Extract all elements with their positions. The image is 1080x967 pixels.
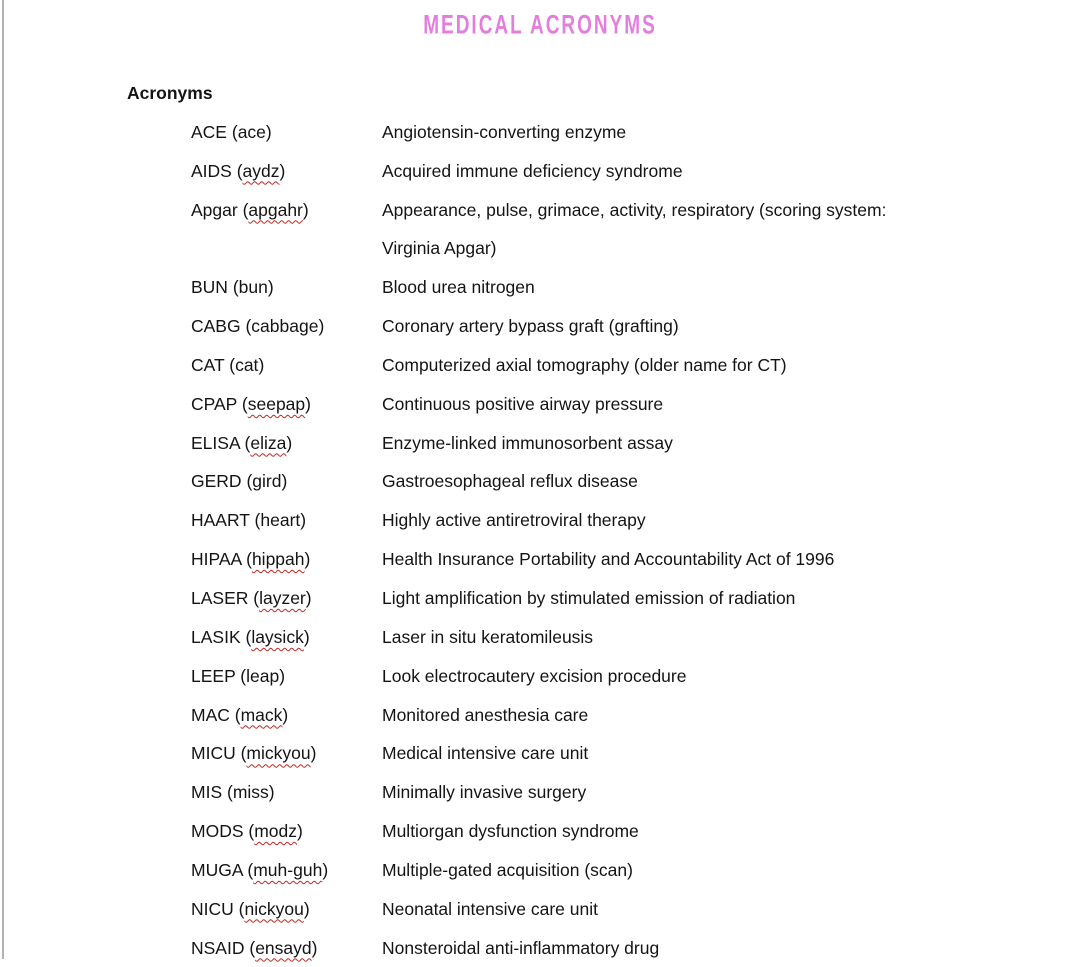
acronym-entry (191, 113, 1057, 152)
pronunciation-label: cabbage (251, 316, 319, 337)
close-paren: ) (303, 626, 310, 647)
acronym-entry (191, 890, 1057, 929)
acronym-cell (191, 113, 382, 152)
close-paren: ) (279, 160, 286, 181)
acronym-cell (191, 424, 382, 463)
close-paren: ) (318, 316, 325, 337)
pronunciation-label: layzer (259, 587, 306, 608)
document-body (127, 74, 1057, 967)
definition-label: Coronary artery bypass graft (grafting) (382, 316, 679, 337)
pronunciation-label: cat (235, 354, 259, 375)
open-paren: ( (247, 859, 254, 880)
definition-label: Look electrocautery excision procedure (382, 665, 687, 686)
close-paren: ) (279, 665, 286, 686)
definition-label: Minimally invasive surgery (382, 782, 587, 803)
open-paren: ( (240, 743, 247, 764)
definition-label: Acquired immune deficiency syndrome (382, 160, 683, 181)
acronym-cell (191, 618, 382, 657)
acronym-entry (191, 696, 1057, 735)
acronym-cell (191, 734, 382, 773)
pronunciation-label: bun (238, 277, 268, 298)
pronunciation-label: hippah (251, 549, 305, 570)
open-paren: ( (246, 549, 252, 570)
definition-label: Multiorgan dysfunction syndrome (382, 821, 639, 842)
definition-label: Angiotensin-converting enzyme (382, 121, 627, 142)
acronym-cell (191, 385, 382, 424)
close-paren: ) (322, 859, 329, 880)
close-paren: ) (297, 821, 303, 842)
acronym-label: LASER (191, 587, 254, 608)
definition-label: Medical intensive care unit (382, 743, 589, 764)
open-paren: ( (232, 277, 239, 298)
open-paren: ( (245, 316, 252, 337)
acronym-cell (191, 462, 382, 501)
pronunciation-label: seepap (247, 393, 306, 414)
definition-label: Monitored anesthesia care (382, 704, 589, 725)
close-paren: ) (282, 704, 289, 725)
document-title: MEDICAL ACRONYMS (423, 11, 657, 41)
pronunciation-label: apgahr (248, 199, 303, 220)
acronym-entry (191, 385, 1057, 424)
close-paren: ) (304, 549, 311, 570)
acronym-entry (191, 851, 1057, 890)
pronunciation-label: miss (232, 782, 269, 803)
acronym-entry (191, 191, 1057, 269)
acronym-label: LEEP (191, 665, 241, 686)
open-paren: ( (236, 160, 243, 181)
close-paren: ) (258, 354, 265, 375)
acronym-label: NSAID (191, 937, 250, 958)
acronym-cell (191, 191, 382, 230)
acronym-cell (191, 501, 382, 540)
acronym-label: AIDS (191, 160, 237, 181)
open-paren: ( (246, 471, 253, 492)
definition-label: Computerized axial tomography (older name for CT) (382, 354, 787, 375)
close-paren: ) (300, 510, 307, 531)
acronym-label: BUN (191, 277, 233, 298)
acronym-entry (191, 734, 1057, 773)
open-paren: ( (244, 432, 251, 453)
acronym-label: MAC (191, 704, 235, 725)
pronunciation-label: mickyou (246, 743, 311, 764)
acronym-entry (191, 540, 1057, 579)
acronym-cell (191, 579, 382, 618)
pronunciation-label: ensayd (255, 937, 312, 958)
pronunciation-label: leap (246, 665, 280, 686)
acronym-entry (191, 307, 1057, 346)
acronym-entry (191, 501, 1057, 540)
acronym-entry (191, 462, 1057, 501)
acronym-label: ACE (191, 121, 232, 142)
pronunciation-label: mack (240, 704, 283, 725)
close-paren: ) (310, 743, 317, 764)
acronym-cell (191, 890, 382, 929)
acronym-cell (191, 152, 382, 191)
definition-label: Light amplification by stimulated emission of radiation (382, 587, 796, 608)
acronym-label: GERD (191, 471, 247, 492)
acronym-entry (191, 579, 1057, 618)
open-paren: ( (253, 587, 260, 608)
acronym-cell (191, 657, 382, 696)
open-paren: ( (240, 665, 247, 686)
acronym-entry (191, 268, 1057, 307)
close-paren: ) (268, 782, 275, 803)
acronym-label: MUGA (191, 859, 248, 880)
pronunciation-label: eliza (250, 432, 287, 453)
acronym-label: CPAP (191, 393, 242, 414)
pronunciation-label: heart (260, 510, 301, 531)
acronym-list (127, 113, 1057, 967)
acronym-entry (191, 424, 1057, 463)
definition-label: Appearance, pulse, grimace, activity, respiratory (scoring system: Virginia Apgar) (382, 199, 887, 259)
acronym-cell (191, 929, 382, 967)
acronym-label: NICU (191, 898, 239, 919)
close-paren: ) (286, 432, 293, 453)
definition-label: Highly active antiretroviral therapy (382, 510, 646, 531)
close-paren: ) (302, 199, 309, 220)
definition-label: Continuous positive airway pressure (382, 393, 664, 414)
close-paren: ) (305, 587, 312, 608)
pronunciation-label: nickyou (244, 898, 304, 919)
pronunciation-label: modz (254, 821, 297, 842)
open-paren: ( (248, 821, 255, 842)
acronym-label: LASIK (191, 626, 246, 647)
acronym-entry (191, 152, 1057, 191)
close-paren: ) (265, 121, 272, 142)
acronym-cell (191, 540, 382, 579)
acronym-entry (191, 657, 1057, 696)
acronym-cell (191, 696, 382, 735)
open-paren: ( (254, 510, 261, 531)
acronym-entry (191, 929, 1057, 967)
acronym-cell (191, 812, 382, 851)
acronym-label: MODS (191, 821, 249, 842)
acronym-label: MIS (191, 782, 227, 803)
close-paren: ) (305, 393, 311, 414)
acronym-label: CAT (191, 354, 230, 375)
definition-label: Enzyme-linked immunosorbent assay (382, 432, 673, 453)
open-paren: ( (234, 704, 241, 725)
open-paren: ( (245, 626, 252, 647)
acronym-entry (191, 773, 1057, 812)
pronunciation-label: muh-guh (253, 859, 323, 880)
definition-label: Neonatal intensive care unit (382, 898, 598, 919)
open-paren: ( (229, 354, 236, 375)
definition-label: Laser in situ keratomileusis (382, 626, 594, 647)
definition-label: Health Insurance Portability and Accountability Act of 1996 (382, 549, 835, 570)
definition-label: Multiple-gated acquisition (scan) (382, 859, 633, 880)
open-paren: ( (241, 393, 248, 414)
definition-label: Blood urea nitrogen (382, 277, 535, 298)
pronunciation-label: ace (237, 121, 266, 142)
pronunciation-label: aydz (242, 160, 280, 181)
page-edge-line (2, 0, 4, 959)
open-paren: ( (242, 199, 249, 220)
acronym-entry (191, 618, 1057, 657)
close-paren: ) (281, 471, 288, 492)
acronym-entry (191, 346, 1057, 385)
close-paren: ) (303, 898, 310, 919)
acronym-cell (191, 346, 382, 385)
open-paren: ( (238, 898, 245, 919)
acronym-label: Apgar (191, 199, 243, 220)
close-paren: ) (267, 277, 274, 298)
section-heading: Acronyms (127, 83, 213, 103)
acronym-label: HIPAA (191, 549, 247, 570)
open-paren: ( (226, 782, 233, 803)
acronym-label: HAART (191, 510, 255, 531)
acronym-label: ELISA (191, 432, 245, 453)
acronym-cell (191, 773, 382, 812)
acronym-cell (191, 851, 382, 890)
definition-label: Nonsteroidal anti-inflammatory drug (382, 937, 660, 958)
open-paren: ( (231, 121, 238, 142)
acronym-entry (191, 812, 1057, 851)
acronym-label: CABG (191, 316, 246, 337)
close-paren: ) (311, 937, 318, 958)
open-paren: ( (249, 937, 256, 958)
definition-label: Gastroesophageal reflux disease (382, 471, 638, 492)
pronunciation-label: laysick (251, 626, 304, 647)
acronym-cell (191, 268, 382, 307)
pronunciation-label: gird (252, 471, 282, 492)
acronym-label: MICU (191, 743, 241, 764)
acronym-cell (191, 307, 382, 346)
